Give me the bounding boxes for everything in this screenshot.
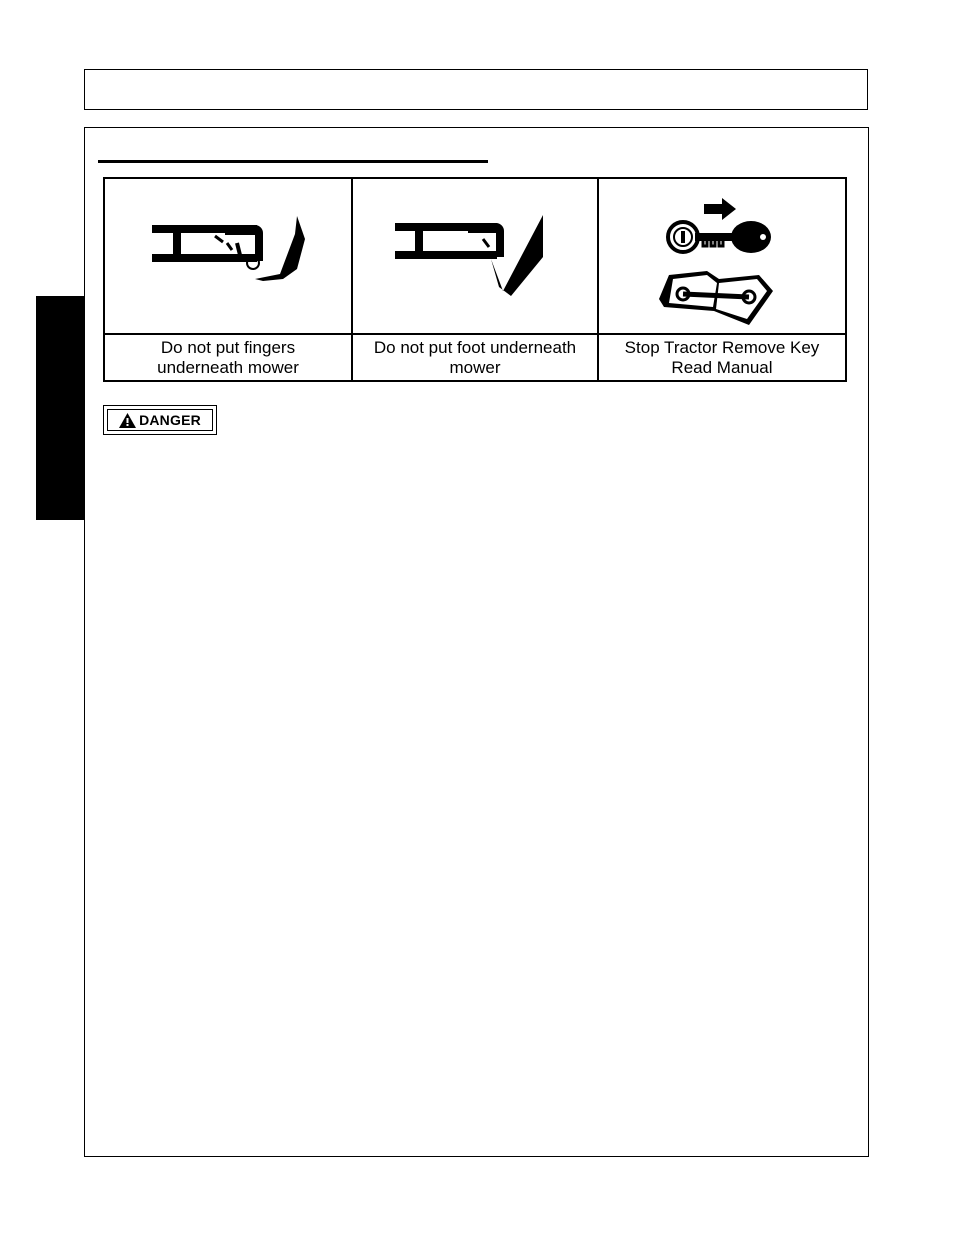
- caption-foot: [353, 335, 599, 380]
- caption-key-line2: Read Manual: [671, 357, 773, 377]
- caption-fingers-line2: underneath mower: [157, 357, 299, 377]
- remove-key-read-manual-icon: [599, 179, 845, 333]
- section-side-tab: [36, 296, 84, 520]
- section-heading-rule: [98, 160, 488, 163]
- page-header-box: [84, 69, 868, 110]
- safety-pictogram-table: [103, 177, 847, 382]
- caption-key-manual: [599, 335, 845, 380]
- caption-foot-line2: mower: [449, 357, 501, 377]
- foot-under-deck-icon: [353, 179, 597, 333]
- danger-label: DANGER: [139, 412, 201, 428]
- danger-signal-badge: [103, 405, 217, 435]
- hand-under-deck-icon: [105, 179, 351, 333]
- caption-key-line1: Stop Tractor Remove Key: [624, 337, 820, 357]
- caption-fingers: [105, 335, 353, 380]
- pictogram-cell-fingers: [105, 179, 353, 335]
- warning-triangle-icon: [119, 413, 136, 428]
- caption-foot-line1: Do not put foot underneath: [373, 337, 577, 357]
- pictogram-cell-foot: [353, 179, 599, 335]
- pictogram-cell-key-manual: [599, 179, 845, 335]
- caption-fingers-line1: Do not put fingers: [160, 337, 296, 357]
